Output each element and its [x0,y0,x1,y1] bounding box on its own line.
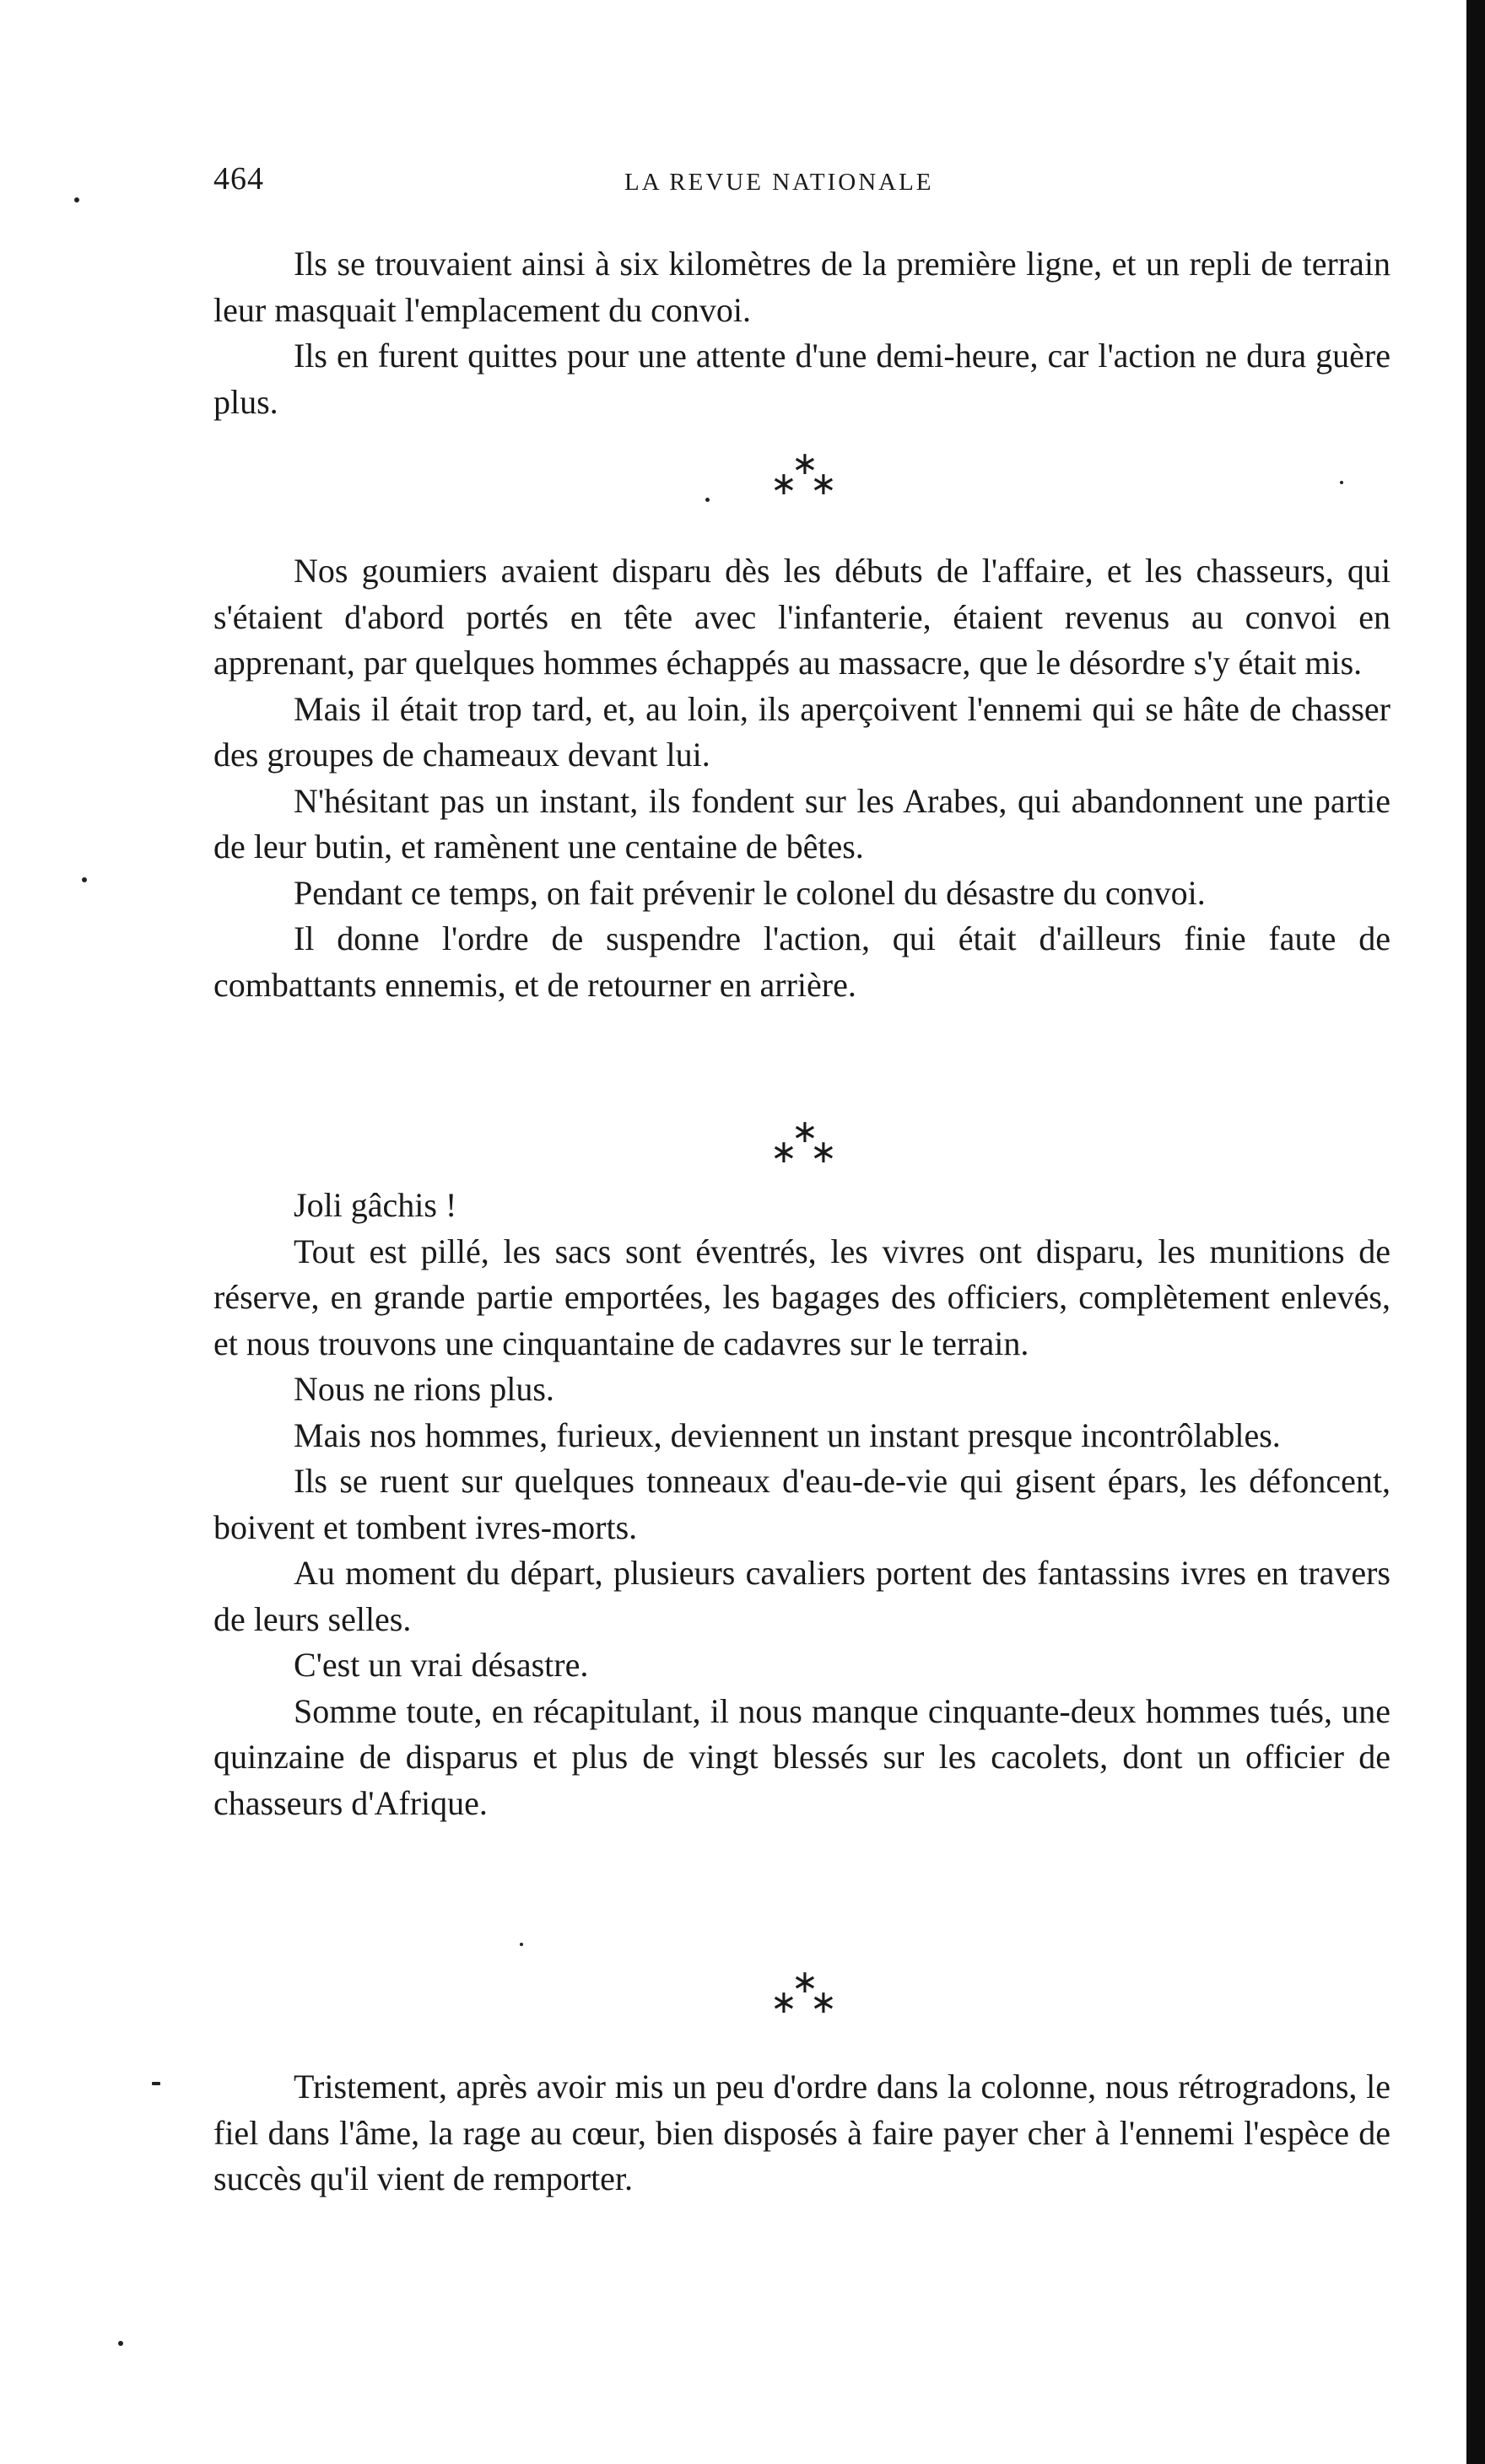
scan-speck [520,1943,523,1946]
section-3 [213,1183,1390,1826]
asterism-star: ∗ [791,445,818,482]
paragraph: Mais nos hommes, furieux, deviennent un instant presque incontrôlables. [294,1415,1281,1454]
paragraph: Il donne l'ordre de suspendre l'action, qui était d'ailleurs finie faute de combattants ennemis, et de retourner en arrière. [213,919,1390,1004]
paragraph: Tristement, après avoir mis un peu d'ordre dans la colonne, nous rétrogradons, le fiel dans l'âme, la rage au cœur, bien disposés à faire payer cher à l'ennemi l'espèce de succès qu'il vient de remporter. [213,2068,1390,2197]
paragraph: Tout est pillé, les sacs sont éventrés, les vivres ont disparu, les munitions de réserve, en grande partie emportées, les bagages des officiers, complètement enlevés, et nous trouvons une cinquantaine de cadavres sur le terrain. [213,1232,1390,1362]
paragraph: C'est un vrai désastre. [294,1646,589,1684]
paragraph: Ils se ruent sur quelques tonneaux d'eau-de-vie qui gisent épars, les défoncent, boivent et tombent ivres-morts. [213,1462,1390,1546]
asterism-star: ∗ [770,1983,797,2020]
section-separator [0,1115,1485,1174]
scan-speck [152,2082,160,2085]
scan-speck [118,2341,123,2346]
asterism-star: ∗ [791,1113,818,1150]
section-4 [213,2064,1390,2203]
asterism-star: ∗ [791,1963,818,2000]
asterism-star: ∗ [770,1133,797,1170]
paragraph: N'hésitant pas un instant, ils fondent sur les Arabes, qui abandonnent une partie de leur butin, et ramènent une centaine de bêtes. [213,781,1390,865]
paragraph: Ils se trouvaient ainsi à six kilomètres de la première ligne, et un repli de terrain leur masquait l'emplacement du convoi. [213,245,1390,329]
paragraph: Pendant ce temps, on fait prévenir le colonel du désastre du convoi. [294,873,1206,912]
scan-speck [705,498,710,502]
asterism-star: ∗ [770,465,797,502]
asterism-star: ∗ [810,465,837,502]
paragraph: Ils en furent quittes pour une attente d'une demi-heure, car l'action ne dura guère plus. [213,337,1390,421]
paragraph: Au moment du départ, plusieurs cavaliers portent des fantassins ivres en travers de leurs selles. [213,1554,1390,1638]
page-number: 464 [213,161,264,197]
scan-speck [1340,481,1343,484]
asterism-star: ∗ [810,1133,837,1170]
section-2 [213,548,1390,1008]
asterism-star: ∗ [810,1983,837,2020]
section-separator [0,447,1485,506]
paragraph: Mais il était trop tard, et, au loin, ils aperçoivent l'ennemi qui se hâte de chasser des groupes de chameaux devant lui. [213,689,1390,774]
scan-speck [82,877,87,882]
section-separator [0,1965,1485,2025]
paragraph: Somme toute, en récapitulant, il nous manque cinquante-deux hommes tués, une quinzaine de disparus et plus de vingt blessés sur les cacolets, dont un officier de chasseurs d'Afrique. [213,1691,1390,1822]
paragraph: Nos goumiers avaient disparu dès les débuts de l'affaire, et les chasseurs, qui s'étaient d'abord portés en tête avec l'infanterie, étaient revenus au convoi en apprenant, par quelques hommes échappés au massacre, que le désordre s'y était mis. [213,552,1390,682]
section-1 [213,241,1390,425]
running-title: LA REVUE NATIONALE [624,169,934,196]
scan-edge-shadow [1466,0,1485,2464]
scan-speck [74,197,79,202]
paragraph: Nous ne rions plus. [294,1370,554,1408]
paragraph: Joli gâchis ! [294,1186,457,1224]
